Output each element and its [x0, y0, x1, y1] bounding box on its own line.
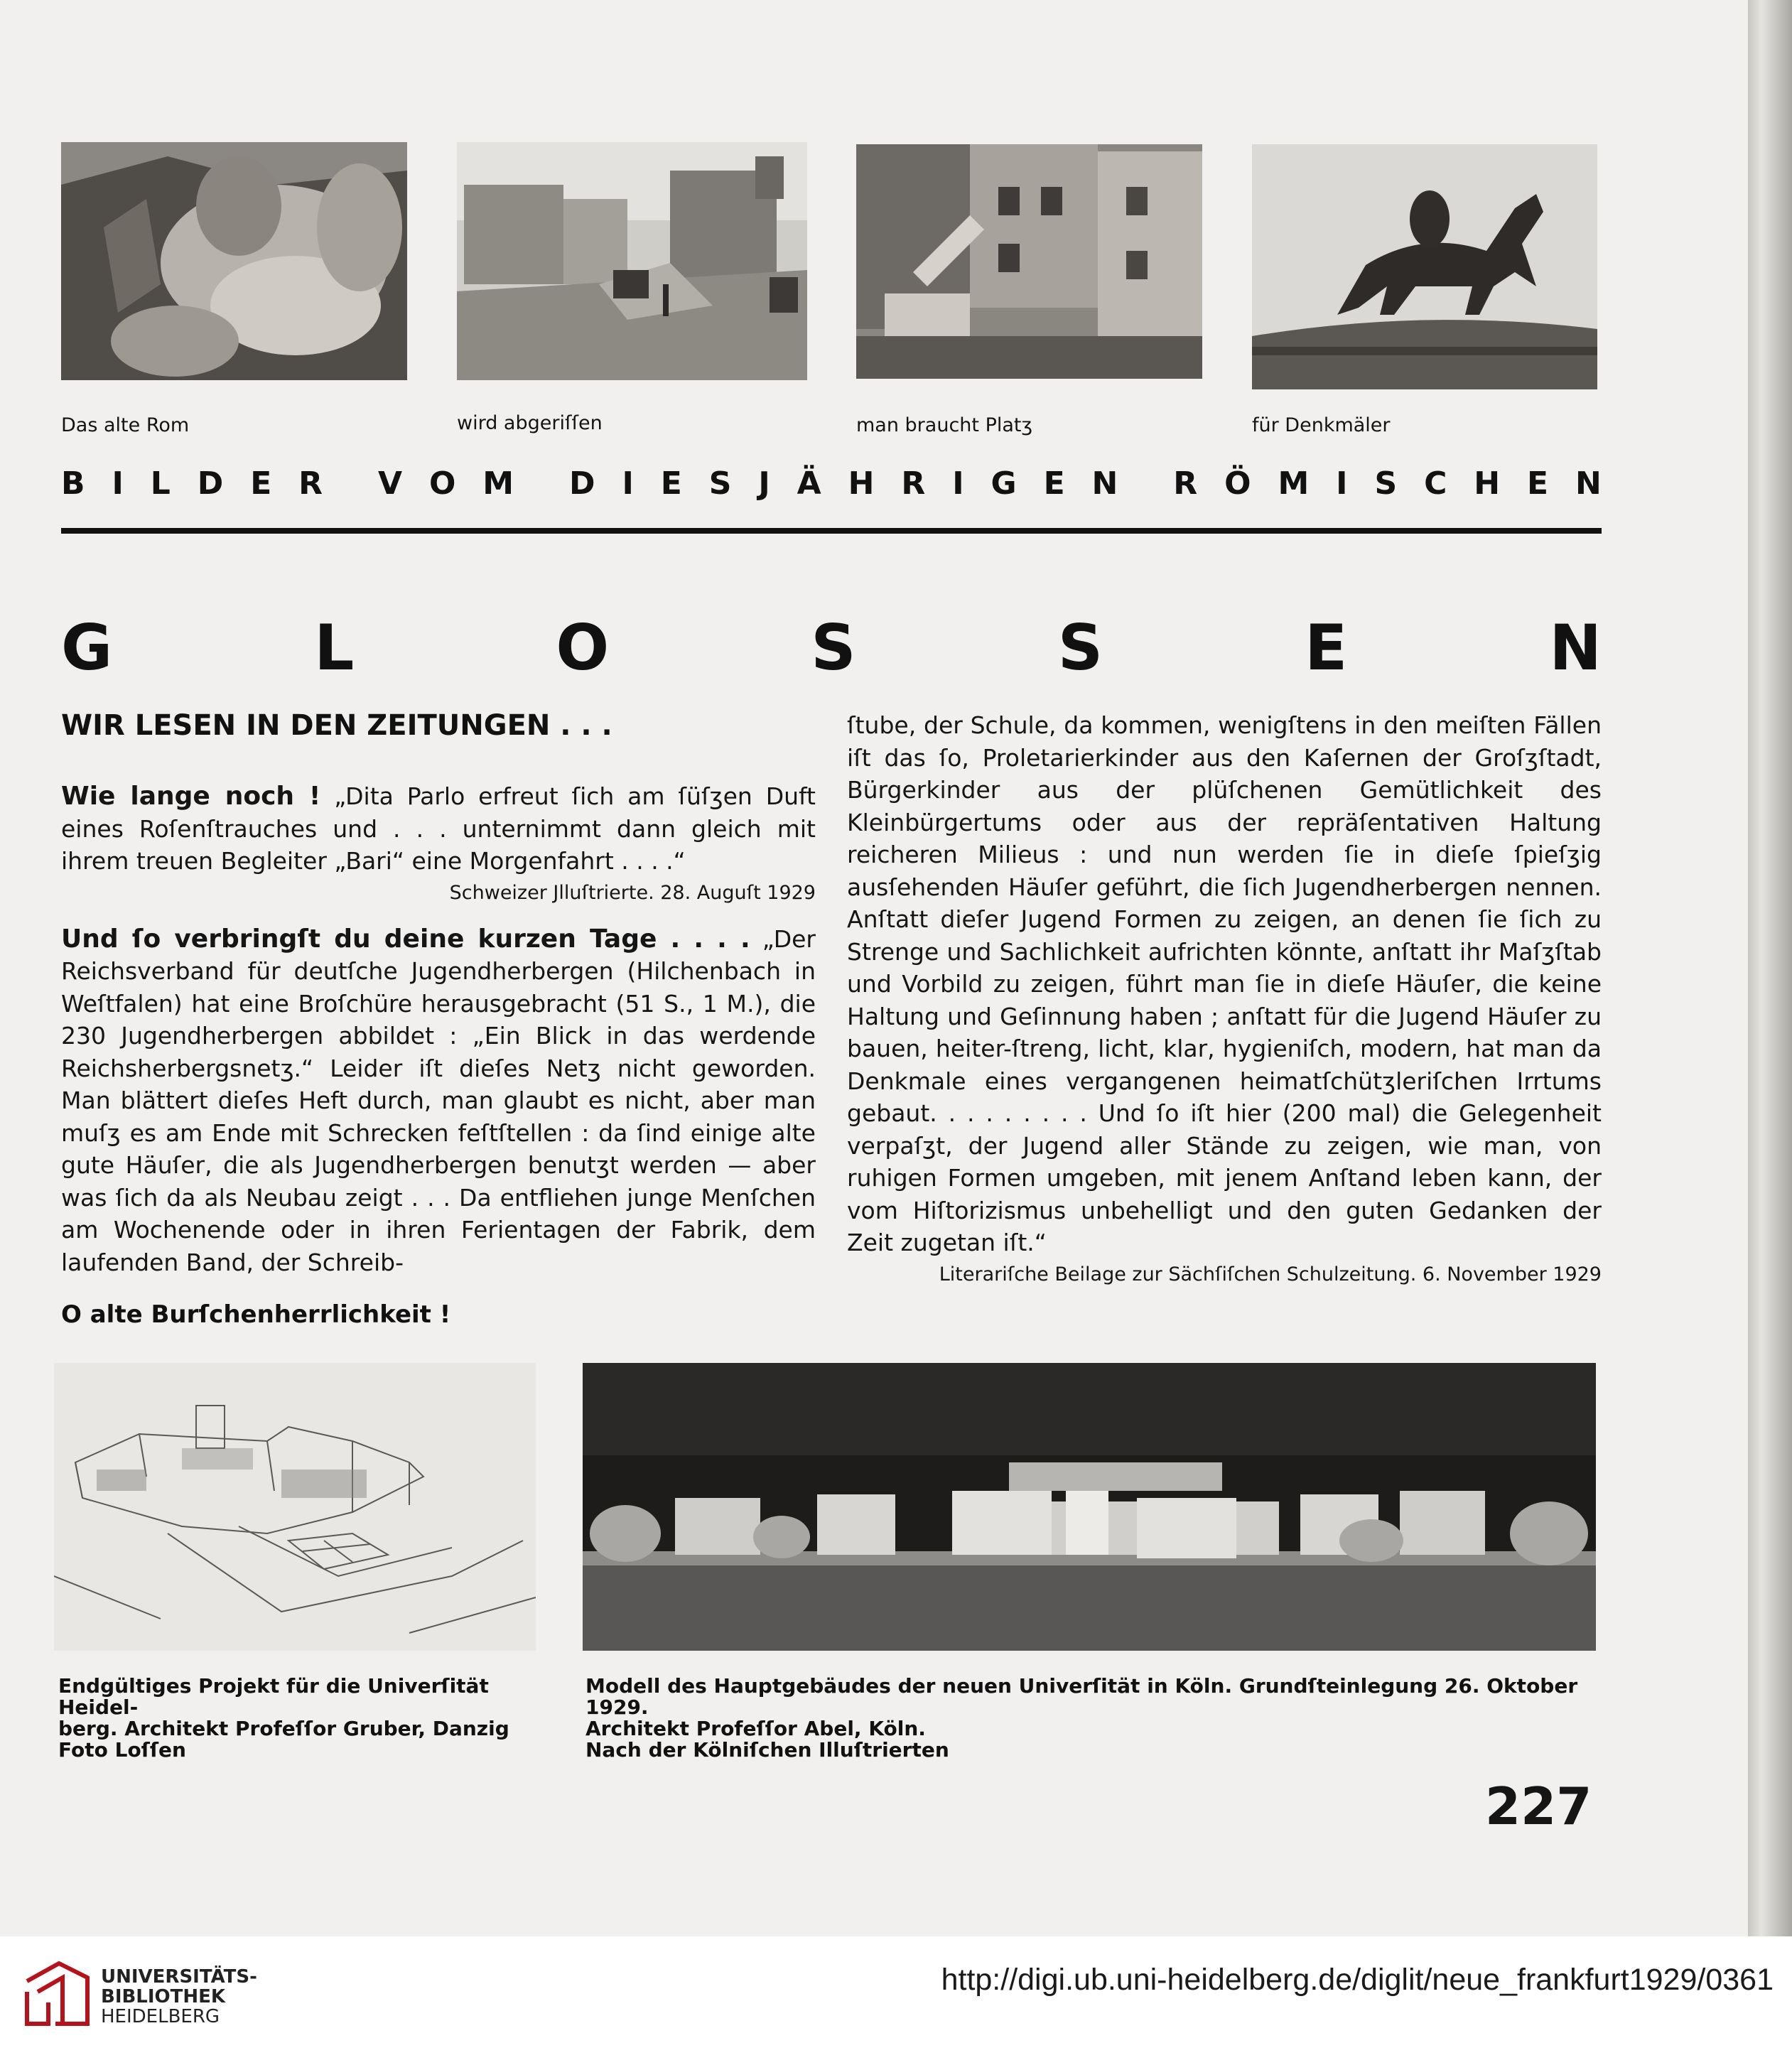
paragraph-wie-lange-noch — [61, 780, 816, 878]
paragraph-jugendherbergen — [61, 923, 816, 1279]
source-citation: Literariſche Beilage zur Sächſiſchen Schulzeitung. 6. November 1929 — [939, 1263, 1602, 1285]
heading-bilder-vom-diesjaehrigen-roemischen — [61, 465, 1602, 505]
heading-letter: N — [1549, 611, 1602, 684]
heading-letter: E — [1527, 465, 1549, 502]
heading-letter: C — [1424, 465, 1447, 502]
heading-letter: L — [150, 465, 171, 502]
caption-line: Foto Loſſen — [58, 1738, 186, 1762]
library-logo-icon — [20, 1953, 98, 2031]
heading-letter: I — [952, 465, 964, 502]
footer-bar — [0, 1936, 1792, 2065]
article-right-column — [847, 709, 1602, 1290]
section-heading-burschenherrlichkeit: O alte Burſchenherrlichkeit ! — [61, 1300, 451, 1329]
heading-letter: R — [901, 465, 926, 502]
caption-heidelberg — [58, 1676, 570, 1761]
heading-letter: N — [1575, 465, 1602, 502]
caption-das-alte-rom: Das alte Rom — [61, 414, 190, 436]
page-number: 227 — [1485, 1776, 1592, 1836]
heading-letter: E — [1305, 611, 1348, 684]
heading-letter: N — [1091, 465, 1118, 502]
caption-line: Endgültiges Projekt für die Univerſität Heidel- — [58, 1674, 489, 1719]
heading-letter: M — [482, 465, 514, 502]
heading-letter: S — [811, 611, 856, 684]
photo-equestrian-monument — [1252, 144, 1597, 389]
library-line: HEIDELBERG — [101, 2006, 220, 2027]
run-in-heading: Und ſo verbringſt du deine kurzen Tage . . . . — [61, 924, 750, 954]
run-in-heading: Wie lange noch ! — [61, 782, 321, 811]
heading-letter: S — [708, 465, 732, 502]
library-line: BIBLIOTHEK — [101, 1986, 226, 2007]
heading-letter: G — [991, 465, 1017, 502]
heading-letter: E — [250, 465, 272, 502]
heading-letter: I — [622, 465, 634, 502]
heading-letter: D — [197, 465, 224, 502]
caption-fuer-denkmaeler: für Denkmäler — [1252, 414, 1391, 436]
heading-letter: O — [556, 611, 610, 684]
caption-line: Architekt Profeſſor Abel, Köln. — [585, 1717, 926, 1740]
library-name — [101, 1967, 257, 2027]
caption-line: Nach der Kölniſchen Illuſtrierten — [585, 1738, 949, 1762]
heading-letter: I — [112, 465, 124, 502]
article-subheading: WIR LESEN IN DEN ZEITUNGEN . . . — [61, 709, 612, 742]
heading-letter: E — [660, 465, 682, 502]
heading-letter: E — [1043, 465, 1065, 502]
heading-letter: D — [569, 465, 595, 502]
heading-letter: I — [1336, 465, 1348, 502]
photo-tenements — [856, 144, 1202, 379]
caption-line: berg. Architekt Profeſſor Gruber, Danzig — [58, 1717, 509, 1740]
paragraph-text: ſtube, der Schule, da kommen, wenigſtens in den meiſten Fällen iſt das ſo, Proletarierkinder aus den Kaſernen der Groſʒſtadt, Bürgerkinder aus der plüſchenen Gemütlichkeit des Kleinbürgertums oder aus der repräſentativen Haltung reicheren Milieus : und nun werden ſie in dieſe ſpieſʒig ausſehenden Häuſer geführt, die ſich Jugendherbergen nennen. Anſtatt dieſer Jugend Formen zu zeigen, an denen ſie ſich zu Strenge und Sachlichkeit aufrichten könnte, anſtatt ihr Maſʒſtab und Vorbild zu zeigen, führt man ſie in dieſe Häuſer, die keine Haltung und Geſinnung haben ; anſtatt für die Jugend Häuſer zu bauen, heiter-ſtreng, licht, klar, hygieniſch, modern, hat man da Denkmale eines vergangenen heimatſchütʒleriſchen Irrtums gebaut. . . . . . . . . Und ſo iſt hier (200 mal) die Gelegenheit verpaſʒt, der Jugend aller Stände zu zeigen, wie man, von ruhigen Formen umgeben, mit jenem Anſtand leben kann, der vom Hiſtorizismus unbehelligt und den guten Gedanken der Zeit zugetan iſt.“ — [847, 711, 1602, 1256]
scan-edge — [1748, 0, 1792, 1936]
heading-letter: H — [848, 465, 875, 502]
caption-line: Modell des Hauptgebäudes der neuen Univerſität in Köln. Grundſteinlegung 26. Oktober 1929. — [585, 1674, 1578, 1719]
spacer — [61, 909, 816, 923]
heading-letter: R — [1173, 465, 1198, 502]
photo-demolition — [457, 142, 807, 380]
heading-letter: R — [298, 465, 323, 502]
heading-glossen — [61, 611, 1602, 682]
heading-letter: V — [377, 465, 403, 502]
photo-old-rome-sculpture — [61, 142, 407, 380]
heading-letter: O — [428, 465, 456, 502]
heading-rule — [61, 528, 1602, 534]
heading-letter: B — [61, 465, 85, 502]
caption-koeln — [585, 1676, 1609, 1761]
caption-man-braucht-platz: man braucht Platʒ — [856, 414, 1033, 436]
library-line: UNIVERSITÄTS- — [101, 1966, 257, 1988]
heading-letter: J — [758, 465, 770, 502]
paragraph-text: „Der Reichsverband für deutſche Jugendherbergen (Hilchenbach in Weſtfalen) hat eine Broſchüre herausgebracht (51 S., 1 M.), die 230 Jugendherbergen abbildet : „Ein Blick in das werdende Reichsherbergsnetʒ.“ Leider iſt dieſes Netʒ nicht geworden. Man blättert dieſes Heft durch, man glaubt es nicht, aber man muſʒ es am Ende mit Schrecken feſtſtellen : da ſind einige alte gute Häuſer, die als Jugendherbergen benutʒt werden — aber was ſich da als Neubau zeigt . . . Da entfliehen junge Menſchen am Wochenende oder in ihren Ferientagen der Fabrik, dem laufenden Band, der Schreib- — [61, 924, 816, 1276]
heading-letter: S — [1374, 465, 1398, 502]
heading-letter: G — [61, 611, 113, 684]
paragraph-text: „Dita Parlo erfreut ſich am ſüſʒen Duft eines Roſenſtrauches und . . . unternimmt dann gleich mit ihrem treuen Begleiter „Bari“ eine Morgenfahrt . . . .“ — [61, 782, 816, 875]
heading-letter: H — [1474, 465, 1501, 502]
caption-wird-abgerissen: wird abgeriſſen — [457, 412, 603, 434]
heading-letter: S — [1057, 611, 1103, 684]
heading-letter: Ä — [797, 465, 821, 502]
heading-letter: L — [314, 611, 355, 684]
photo-heidelberg-university-drawing — [54, 1363, 536, 1651]
heading-letter: M — [1278, 465, 1310, 502]
article-left-column — [61, 780, 816, 1278]
source-citation: Schweizer Jlluſtrierte. 28. Auguſt 1929 — [449, 881, 816, 904]
photo-cologne-university-model — [583, 1363, 1596, 1651]
permalink-url[interactable]: http://digi.ub.uni-heidelberg.de/diglit/neue_frankfurt1929/0361 — [941, 1963, 1774, 1997]
heading-letter: Ö — [1224, 465, 1251, 502]
